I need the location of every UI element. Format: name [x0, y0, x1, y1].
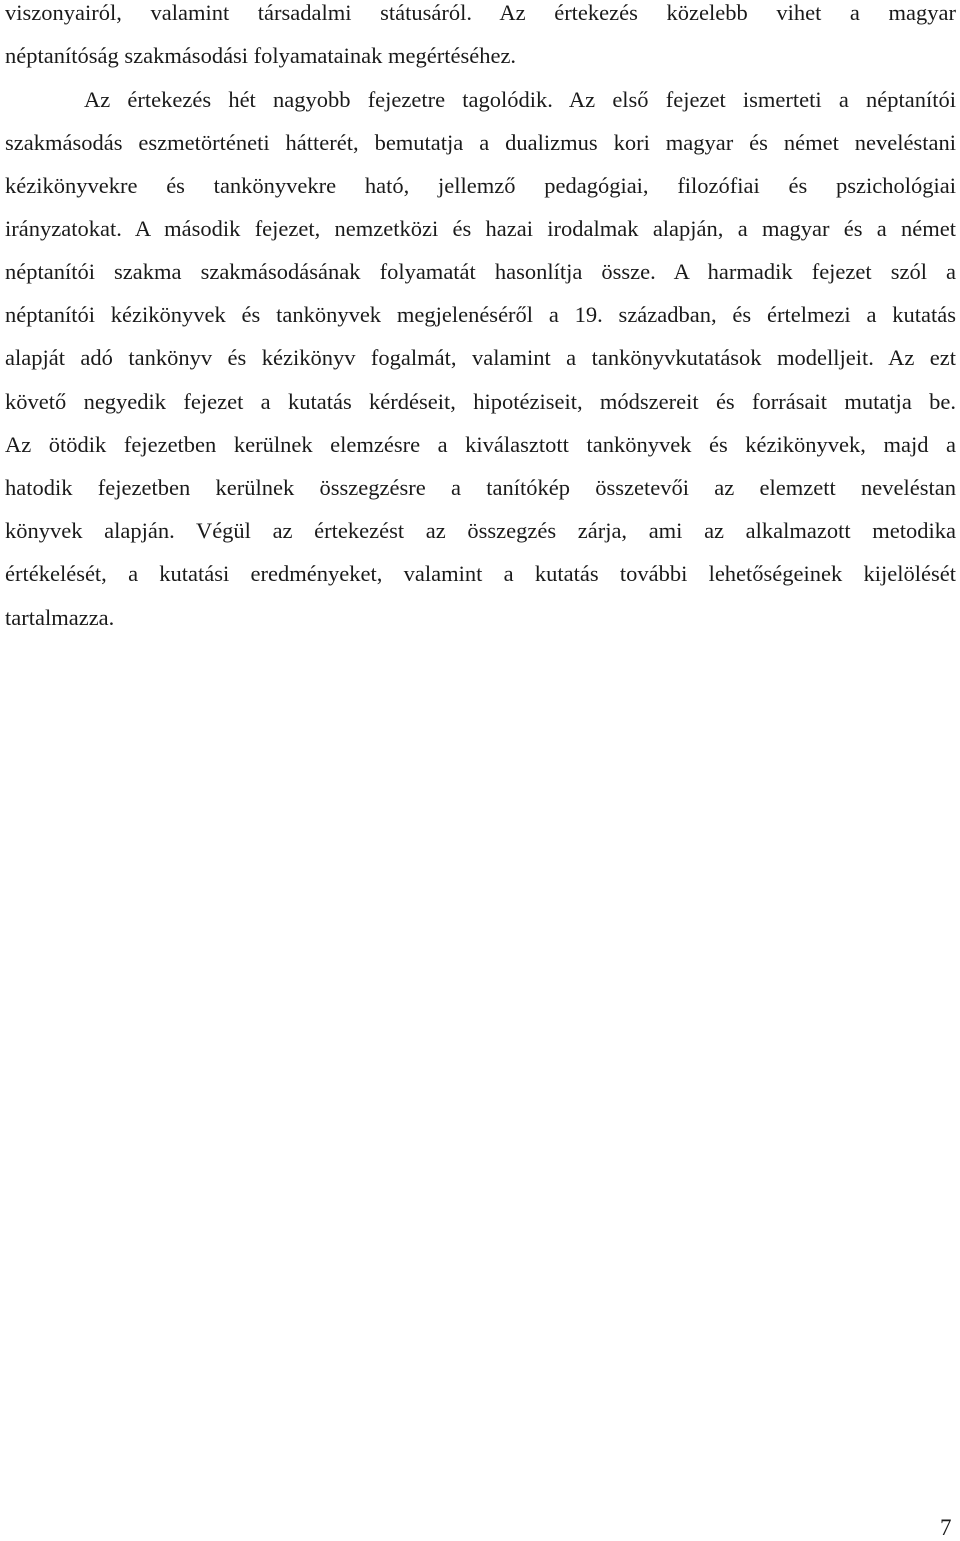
text-line: szakmásodás eszmetörténeti hátterét, bemutatja a dualizmus kori magyar és német neveléstani — [5, 130, 956, 155]
text-line: alapját adó tankönyv és kézikönyv fogalmát, valamint a tankönyvkutatások modelljeit. Az ezt — [5, 345, 956, 370]
page-number: 7 — [940, 1515, 952, 1540]
text-line: Az értekezés hét nagyobb fejezetre tagolódik. Az első fejezet ismerteti a néptanítói — [84, 87, 956, 112]
text-line: értékelését, a kutatási eredményeket, valamint a kutatás további lehetőségeinek kijelölését — [5, 561, 956, 586]
text-line: viszonyairól, valamint társadalmi státusáról. Az értekezés közelebb vihet a magyar — [5, 0, 956, 25]
text-line: irányzatokat. A második fejezet, nemzetközi és hazai irodalmak alapján, a magyar és a német — [5, 216, 956, 241]
text-line: könyvek alapján. Végül az értekezést az összegzés zárja, ami az alkalmazott metodika — [5, 518, 956, 543]
text-line: hatodik fejezetben kerülnek összegzésre a tanítókép összetevői az elemzett neveléstan — [5, 475, 956, 500]
text-line: követő negyedik fejezet a kutatás kérdéseit, hipotéziseit, módszereit és forrásait mutatja be. — [5, 389, 956, 414]
text-line: kézikönyvekre és tankönyvekre ható, jellemző pedagógiai, filozófiai és pszichológiai — [5, 173, 956, 198]
text-line: Az ötödik fejezetben kerülnek elemzésre a kiválasztott tankönyvek és kézikönyvek, majd a — [5, 432, 956, 457]
text-line: tartalmazza. — [5, 605, 115, 630]
text-line: néptanítóság szakmásodási folyamatainak megértéséhez. — [5, 43, 517, 68]
text-line: néptanítói szakma szakmásodásának folyamatát hasonlítja össze. A harmadik fejezet szól a — [5, 259, 956, 284]
text-line: néptanítói kézikönyvek és tankönyvek megjelenéséről a 19. században, és értelmezi a kutatás — [5, 302, 956, 327]
